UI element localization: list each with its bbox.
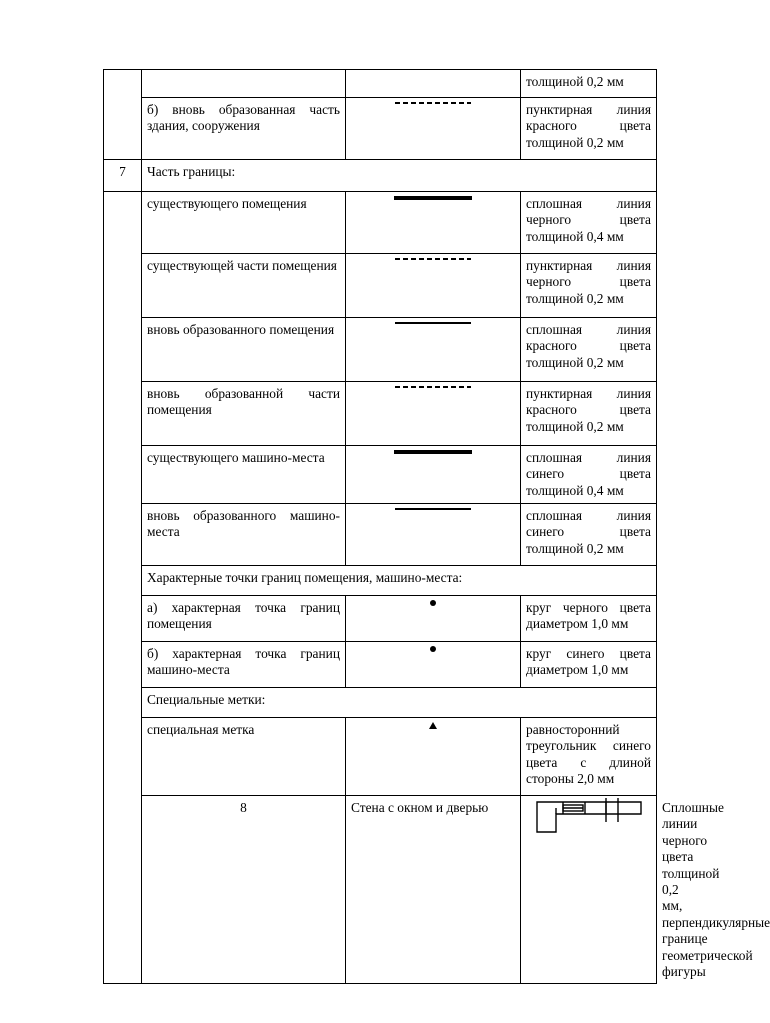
table-row	[104, 70, 657, 98]
symbol-cell	[346, 718, 521, 796]
subsection-heading-cell: Специальные метки:	[142, 688, 657, 718]
wall-window-door-symbol	[535, 800, 643, 836]
description-cell: б) вновь образованная часть здания, сооружения	[142, 98, 346, 160]
dot-symbol	[430, 646, 436, 652]
description-cell	[142, 70, 346, 98]
description-cell: существующей части помещения	[142, 254, 346, 318]
description-cell: вновь образованного машино-места	[142, 504, 346, 566]
table-row: 8 Стена с окном и дверью Сплошные линии черного цвета толщиной 0,2 мм, перпендикулярные границе геометрической фигуры	[104, 796, 657, 984]
table-row	[104, 382, 657, 446]
specification-cell: круг синего цвета диаметром 1,0 мм	[521, 642, 657, 688]
symbol-cell	[521, 796, 657, 984]
description-cell: Стена с окном и дверью	[346, 796, 521, 984]
table-row	[104, 160, 657, 192]
specification-cell: пунктирная линия красного цвета толщиной 0,2 мм	[521, 98, 657, 160]
section-heading-cell: Часть границы:	[142, 160, 657, 192]
dot-symbol	[430, 600, 436, 606]
solid-thin-line-symbol	[395, 508, 471, 510]
symbol-cell	[346, 446, 521, 504]
table-row	[104, 192, 657, 254]
description-cell: существующего машино-места	[142, 446, 346, 504]
row-number-cell	[104, 192, 142, 984]
specification-cell: круг черного цвета диаметром 1,0 мм	[521, 596, 657, 642]
table-row	[104, 318, 657, 382]
symbol-cell	[346, 318, 521, 382]
table-row	[104, 718, 657, 796]
symbol-cell	[346, 70, 521, 98]
description-cell: существующего помещения	[142, 192, 346, 254]
dashed-line-symbol	[395, 386, 471, 388]
symbol-cell	[346, 254, 521, 318]
table-row	[104, 596, 657, 642]
solid-thin-line-symbol	[395, 322, 471, 324]
table-row	[104, 642, 657, 688]
specification-cell: сплошная линия черного цвета толщиной 0,4 мм	[521, 192, 657, 254]
row-number-cell	[104, 70, 142, 160]
description-cell: вновь образованного помещения	[142, 318, 346, 382]
symbol-cell	[346, 192, 521, 254]
solid-thick-line-symbol	[394, 196, 472, 200]
symbol-cell	[346, 642, 521, 688]
specification-cell: равносторонний треугольник синего цвета с длиной стороны 2,0 мм	[521, 718, 657, 796]
dashed-line-symbol	[395, 102, 471, 104]
symbol-cell	[346, 98, 521, 160]
specification-cell: толщиной 0,2 мм	[521, 70, 657, 98]
symbol-cell	[346, 382, 521, 446]
table-row	[104, 98, 657, 160]
dashed-line-symbol	[395, 258, 471, 260]
description-cell: специальная метка	[142, 718, 346, 796]
subsection-heading-cell: Характерные точки границ помещения, машино-места:	[142, 566, 657, 596]
specification-cell: пунктирная линия красного цвета толщиной 0,2 мм	[521, 382, 657, 446]
description-cell: б) характерная точка границ машино-места	[142, 642, 346, 688]
triangle-symbol	[429, 722, 437, 729]
description-cell: вновь образованной части помещения	[142, 382, 346, 446]
row-number-cell: 7	[104, 160, 142, 192]
legend-table	[103, 69, 770, 984]
table-row	[104, 504, 657, 566]
table-row	[104, 688, 657, 718]
row-number-cell: 8	[142, 796, 346, 984]
solid-thick-line-symbol	[394, 450, 472, 454]
table-row	[104, 254, 657, 318]
symbol-cell	[346, 596, 521, 642]
specification-cell: сплошная линия синего цвета толщиной 0,4 мм	[521, 446, 657, 504]
description-cell: а) характерная точка границ помещения	[142, 596, 346, 642]
specification-cell: сплошная линия красного цвета толщиной 0,2 мм	[521, 318, 657, 382]
table-row	[104, 566, 657, 596]
symbol-cell	[346, 504, 521, 566]
specification-cell: пунктирная линия черного цвета толщиной 0,2 мм	[521, 254, 657, 318]
table-row	[104, 446, 657, 504]
specification-cell: сплошная линия синего цвета толщиной 0,2 мм	[521, 504, 657, 566]
